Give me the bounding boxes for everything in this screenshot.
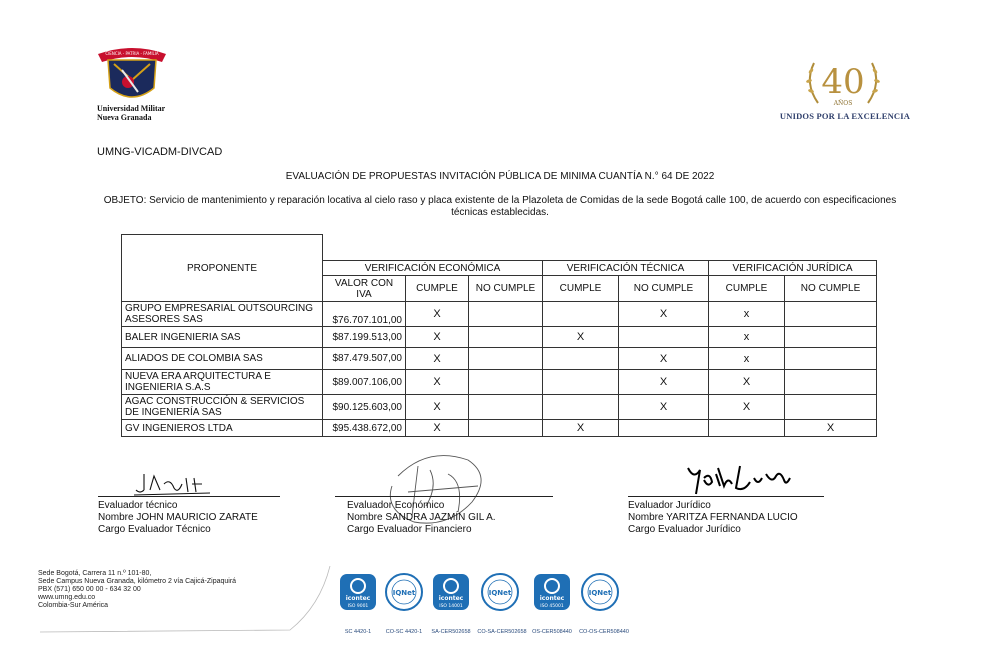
signer-name: Nombre JOHN MAURICIO ZARATE xyxy=(98,512,258,523)
tech-cumple-mark xyxy=(543,395,619,420)
address-line: PBX (571) 650 00 00 - 634 32 00 xyxy=(38,586,141,593)
header-spacer xyxy=(323,235,877,261)
signature-line xyxy=(628,496,824,497)
proposal-value: $87.479.507,00 xyxy=(323,348,406,370)
icontec-iso9001-badge xyxy=(338,572,378,612)
legal-no-cumple-mark xyxy=(785,302,877,327)
cert-code: CO-OS-CER508440 xyxy=(579,629,629,635)
legal-no-cumple-mark xyxy=(785,327,877,348)
technical-evaluator-block xyxy=(98,500,258,536)
svg-text:ISO 9001: ISO 9001 xyxy=(347,604,369,609)
value-header: VALOR CON IVA xyxy=(323,276,406,302)
proposal-value: $90.125.603,00 xyxy=(323,395,406,420)
address-line: Colombia-Sur América xyxy=(38,602,109,609)
proponent-name: BALER INGENIERIA SAS xyxy=(122,327,323,348)
econ-no-cumple-header: NO CUMPLE xyxy=(469,276,543,302)
svg-text:icontec: icontec xyxy=(345,595,371,602)
anniversary-laurel-logo xyxy=(800,55,886,109)
address-line: Sede Bogotá, Carrera 11 n.º 101-80, xyxy=(38,570,152,577)
proponent-name: GRUPO EMPRESARIAL OUTSOURCING ASESORES SAS xyxy=(122,302,323,327)
legal-cumple-mark xyxy=(709,420,785,437)
iqnet-badge xyxy=(580,572,620,612)
legal-cumple-mark: X xyxy=(709,370,785,395)
signer-name: Nombre SANDRA JAZMÍN GIL A. xyxy=(347,512,496,523)
anniversary-motto: UNIDOS POR LA EXCELENCIA xyxy=(779,111,911,121)
svg-text:ISO 14001: ISO 14001 xyxy=(439,604,463,609)
tech-cumple-mark xyxy=(543,370,619,395)
svg-text:IQNet: IQNet xyxy=(392,589,416,597)
svg-text:AÑOS: AÑOS xyxy=(833,100,853,107)
document-object: OBJETO: Servicio de mantenimiento y reparación locativa al cielo raso y placa existente de la Plazoleta de Comidas de la sede Bogotá calle 100, de acuerdo con especificaciones técnicas establecidas. xyxy=(103,195,897,218)
technical-evaluator-signature xyxy=(130,470,212,498)
economic-verification-header: VERIFICACIÓN ECONÓMICA xyxy=(323,261,543,276)
cert-code: CO-SC 4420-1 xyxy=(385,629,423,635)
econ-cumple-mark: X xyxy=(406,420,469,437)
legal-no-cumple-mark xyxy=(785,370,877,395)
address-line: Sede Campus Nueva Granada, kilómetro 2 vía Cajicá-Zipaquirá xyxy=(38,578,237,585)
legal-cumple-mark: x xyxy=(709,327,785,348)
table-row xyxy=(122,370,877,395)
website-link[interactable]: www.umng.edu.co xyxy=(38,594,96,601)
proponent-header: PROPONENTE xyxy=(122,235,323,302)
proponent-name: AGAC CONSTRUCCIÓN & SERVICIOS DE INGENIERÍA SAS xyxy=(122,395,323,420)
signer-position: Cargo Evaluador Técnico xyxy=(98,524,211,535)
proponent-name: GV INGENIEROS LTDA xyxy=(122,420,323,437)
table-row xyxy=(122,302,877,327)
proposal-value: $95.438.672,00 xyxy=(323,420,406,437)
evaluation-table xyxy=(121,234,877,437)
legal-verification-header: VERIFICACIÓN JURÍDICA xyxy=(709,261,877,276)
table-row xyxy=(122,348,877,370)
econ-no-cumple-mark xyxy=(469,327,543,348)
signature-line xyxy=(335,496,553,497)
svg-text:IQNet: IQNet xyxy=(588,589,612,597)
signer-position: Cargo Evaluador Jurídico xyxy=(628,524,741,535)
economic-evaluator-block xyxy=(347,500,496,536)
econ-no-cumple-mark xyxy=(469,348,543,370)
signer-role: Evaluador Económico xyxy=(347,500,445,511)
university-name-line: Universidad Militar xyxy=(97,104,166,113)
document-code: UMNG-VICADM-DIVCAD xyxy=(97,146,223,158)
econ-cumple-mark: X xyxy=(406,327,469,348)
table-row xyxy=(122,327,877,348)
tech-no-cumple-mark: X xyxy=(619,370,709,395)
legal-cumple-header: CUMPLE xyxy=(709,276,785,302)
university-name xyxy=(97,104,165,122)
cert-code: SA-CER502658 xyxy=(431,629,471,635)
cert-code: OS-CER508440 xyxy=(532,629,572,635)
legal-no-cumple-mark xyxy=(785,395,877,420)
proposal-value: $76.707.101,00 xyxy=(323,302,406,327)
tech-cumple-header: CUMPLE xyxy=(543,276,619,302)
svg-text:40: 40 xyxy=(821,62,865,102)
proponent-name: ALIADOS DE COLOMBIA SAS xyxy=(122,348,323,370)
cert-code: CO-SA-CER502658 xyxy=(477,629,527,635)
technical-verification-header: VERIFICACIÓN TÉCNICA xyxy=(543,261,709,276)
econ-no-cumple-mark xyxy=(469,370,543,395)
legal-cumple-mark: X xyxy=(709,395,785,420)
svg-text:ISO 45001: ISO 45001 xyxy=(540,604,564,609)
svg-text:icontec: icontec xyxy=(438,595,464,602)
tech-no-cumple-mark xyxy=(619,327,709,348)
econ-cumple-mark: X xyxy=(406,302,469,327)
signer-position: Cargo Evaluador Financiero xyxy=(347,524,472,535)
econ-cumple-mark: X xyxy=(406,348,469,370)
svg-text:icontec: icontec xyxy=(539,595,565,602)
signature-line xyxy=(98,496,280,497)
signer-role: Evaluador Jurídico xyxy=(628,500,711,511)
signer-role: Evaluador técnico xyxy=(98,500,178,511)
iqnet-badge xyxy=(480,572,520,612)
cert-code: SC 4420-1 xyxy=(344,629,372,635)
legal-no-cumple-mark xyxy=(785,348,877,370)
tech-no-cumple-header: NO CUMPLE xyxy=(619,276,709,302)
tech-no-cumple-mark xyxy=(619,420,709,437)
legal-no-cumple-mark: X xyxy=(785,420,877,437)
footer-divider xyxy=(40,566,340,636)
university-name-line: Nueva Granada xyxy=(97,113,152,122)
iqnet-badge xyxy=(384,572,424,612)
tech-cumple-mark: X xyxy=(543,420,619,437)
legal-evaluator-block xyxy=(628,500,798,536)
icontec-iso14001-badge xyxy=(431,572,471,612)
econ-cumple-header: CUMPLE xyxy=(406,276,469,302)
table-row xyxy=(122,420,877,437)
econ-no-cumple-mark xyxy=(469,420,543,437)
legal-evaluator-signature xyxy=(684,462,794,498)
econ-no-cumple-mark xyxy=(469,302,543,327)
icontec-iso45001-badge xyxy=(532,572,572,612)
proposal-value: $87.199.513,00 xyxy=(323,327,406,348)
tech-no-cumple-mark: X xyxy=(619,395,709,420)
tech-no-cumple-mark: X xyxy=(619,302,709,327)
tech-no-cumple-mark: X xyxy=(619,348,709,370)
legal-no-cumple-header: NO CUMPLE xyxy=(785,276,877,302)
econ-cumple-mark: X xyxy=(406,395,469,420)
svg-text:CIENCIA - PATRIA - FAMILIA: CIENCIA - PATRIA - FAMILIA xyxy=(105,51,159,56)
table-row xyxy=(122,395,877,420)
econ-cumple-mark: X xyxy=(406,370,469,395)
tech-cumple-mark: X xyxy=(543,327,619,348)
signer-name: Nombre YARITZA FERNANDA LUCIO xyxy=(628,512,798,523)
tech-cumple-mark xyxy=(543,302,619,327)
tech-cumple-mark xyxy=(543,348,619,370)
document-title: EVALUACIÓN DE PROPUESTAS INVITACIÓN PÚBLICA DE MINIMA CUANTÍA N.° 64 DE 2022 xyxy=(285,171,715,182)
econ-no-cumple-mark xyxy=(469,395,543,420)
legal-cumple-mark: x xyxy=(709,302,785,327)
proponent-name: NUEVA ERA ARQUITECTURA E INGENIERIA S.A.S xyxy=(122,370,323,395)
legal-cumple-mark: x xyxy=(709,348,785,370)
proposal-value: $89.007.106,00 xyxy=(323,370,406,395)
svg-text:IQNet: IQNet xyxy=(488,589,512,597)
